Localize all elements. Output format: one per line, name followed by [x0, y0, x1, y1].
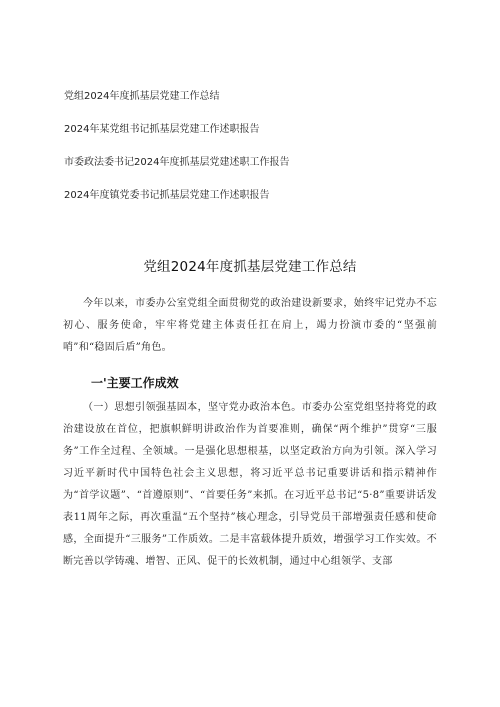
- table-of-contents: [64, 90, 444, 222]
- section-heading: 一'主要工作成效: [91, 376, 179, 390]
- intro-paragraph: 今年以来，市委办公室党组全面贯彻党的政治建设新要求，始终牢记党办不忘初心、服务使命，牢牢将党建主体责任扛在肩上，竭力扮演市委的“坚强前哨”和“稳固后盾”角色。: [63, 298, 437, 353]
- toc-item: 2024年度镇党委书记抓基层党建工作述职报告: [64, 190, 270, 201]
- document-title: 党组2024年度抓基层党建工作总结: [143, 259, 357, 275]
- toc-item: 2024年某党组书记抓基层党建工作述职报告: [64, 124, 260, 135]
- body-paragraph: （一）思想引领强基固本，坚守党办政治本色。市委办公室党组坚持将党的政治建设放在首位，把旗帜鲜明讲政治作为首要准则，确保“两个维护”贯穿“三服务”工作全过程、全领域。一是强化思想根基，以坚定政治方向为引领。深入学习习近平新时代中国特色社会主义思想，将习近平总书记重要讲话和指示精神作为“首学议题”、“首遵原则”、“首要任务”来抓。在习近平总书记“5·8”重要讲话发表11周年之际，再次重温“五个坚持”核心理念，引导党员干部增强责任感和使命感，全面提升“三服务”工作质效。二是丰富载体提升质效，增强学习工作实效。不断完善以学铸魂、增智、正风、促干的长效机制，通过中心组领学、支部: [63, 402, 437, 567]
- toc-item: 党组2024年度抓基层党建工作总结: [64, 91, 220, 102]
- toc-item: 市委政法委书记2024年度抓基层党建述职工作报告: [64, 157, 290, 168]
